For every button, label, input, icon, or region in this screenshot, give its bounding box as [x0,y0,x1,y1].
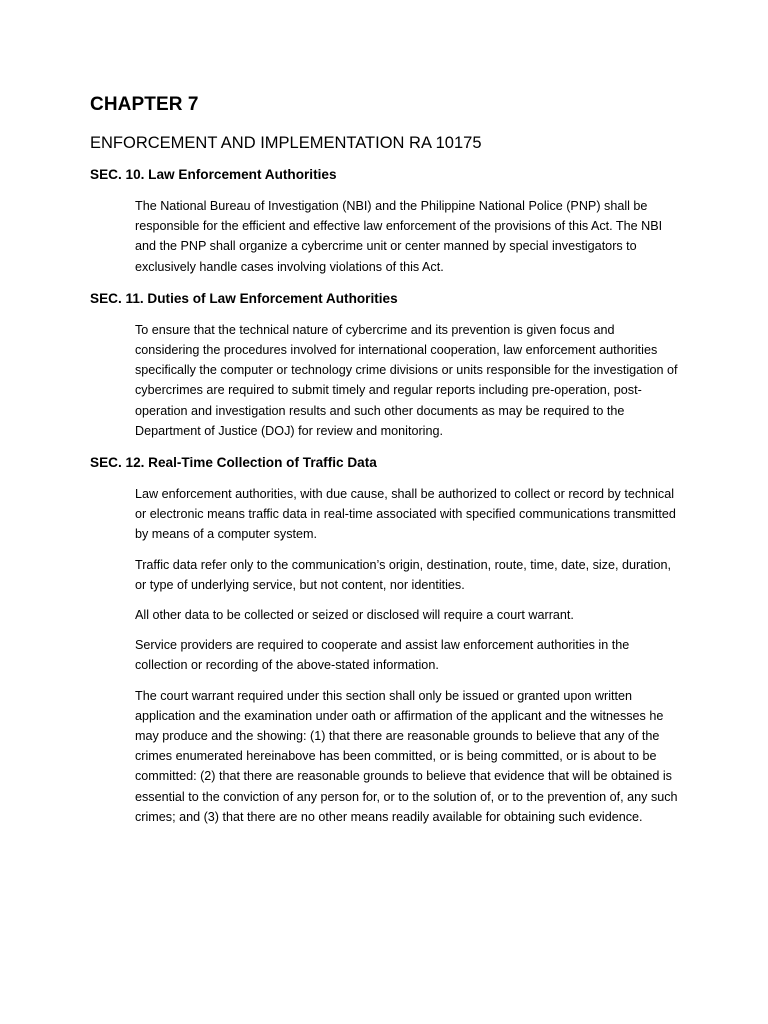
chapter-title: CHAPTER 7 [90,94,199,115]
section-paragraph: All other data to be collected or seized or disclosed will require a court warrant. [135,608,574,623]
chapter-subtitle: ENFORCEMENT AND IMPLEMENTATION RA 10175 [90,134,482,152]
section-11 [90,289,690,441]
section-10 [90,165,690,277]
section-paragraph: The court warrant required under this section shall only be issued or granted upon written application and the examination under oath or affirmation of the applicant and the witnesses he may produce and the showing: (1) that there are reasonable grounds to believe that any of the crimes enumerated hereinabove has been committed, or is being committed, or is about to be committed: (2) that there are reasonable grounds to believe that evidence that will be obtained is essential to the conviction of any person for, or to the solution of, or to the prevention of, any such crimes; and (3) that there are no other means readily available for obtaining such evidence. [135,688,678,824]
section-paragraph: Law enforcement authorities, with due cause, shall be authorized to collect or record by technical or electronic means traffic data in real-time associated with specified communications transmitted by means of a computer system. [135,487,676,542]
document-content [90,93,690,827]
section-heading: SEC. 12. Real-Time Collection of Traffic Data [90,455,377,471]
section-paragraph: To ensure that the technical nature of cybercrime and its prevention is given focus and considering the procedures involved for international cooperation, law enforcement authorities specifically the computer or technology crime divisions or units responsible for the investigation of cybercrimes are required to submit timely and regular reports including pre-operation, post-operation and investigation results and such other documents as may be required to the Department of Justice (DOJ) for review and monitoring. [135,322,678,438]
section-heading: SEC. 11. Duties of Law Enforcement Authorities [90,290,398,306]
section-paragraph: The National Bureau of Investigation (NBI) and the Philippine National Police (PNP) shall be responsible for the efficient and effective law enforcement of the provisions of this Act. The NBI and the PNP shall organize a cybercrime unit or center manned by special investigators to exclusively handle cases involving violations of this Act. [135,199,663,274]
section-heading: SEC. 10. Law Enforcement Authorities [90,167,337,182]
section-12 [90,453,690,827]
section-paragraph: Traffic data refer only to the communication’s origin, destination, route, time, date, size, duration, or type of underlying service, but not content, nor identities. [135,557,671,592]
section-paragraph: Service providers are required to cooperate and assist law enforcement authorities in the collection or recording of the above-stated information. [135,638,630,673]
